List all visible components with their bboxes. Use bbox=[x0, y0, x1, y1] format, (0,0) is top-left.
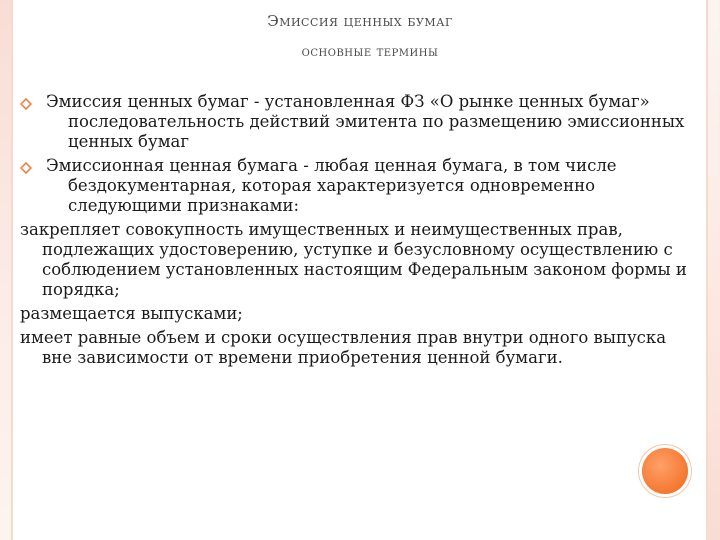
list-item-text: Эмиссия ценных бумаг - установленная ФЗ «О рынке ценных бумаг» последовательность действий эмитента по размещению эмиссионных ценных бумаг bbox=[46, 92, 685, 151]
list-item-text: имеет равные объем и сроки осуществления прав внутри одного выпуска вне зависимости от времени приобретения ценной бумаги. bbox=[20, 328, 667, 367]
list-item bbox=[20, 92, 692, 152]
list-item bbox=[20, 304, 692, 324]
diamond-outline-icon bbox=[20, 162, 32, 174]
list-item-text: размещается выпусками; bbox=[20, 304, 243, 323]
slide-header bbox=[0, 12, 720, 60]
left-border-line bbox=[11, 0, 13, 540]
left-border-decoration bbox=[0, 0, 11, 540]
list-item bbox=[20, 156, 692, 216]
diamond-outline-icon bbox=[20, 98, 32, 110]
right-border-line bbox=[706, 0, 708, 540]
slide-title: Эмиссия ценных бумаг bbox=[267, 12, 453, 30]
list-item-text: Эмиссионная ценная бумага - любая ценная бумага, в том числе бездокументарная, которая характеризуется одновременно следующими признаками: bbox=[46, 156, 617, 215]
slide-subtitle: основные термины bbox=[301, 44, 439, 60]
slide-body bbox=[20, 92, 692, 372]
list-item bbox=[20, 328, 692, 368]
right-border-decoration bbox=[708, 0, 720, 540]
list-item-text: закрепляет совокупность имущественных и неимущественных прав, подлежащих удостоверению, уступке и безусловному осуществлению с соблюдением установленных настоящим Федеральным законом формы и порядка; bbox=[20, 220, 687, 299]
decorative-circle bbox=[642, 448, 688, 494]
list-item bbox=[20, 220, 692, 300]
